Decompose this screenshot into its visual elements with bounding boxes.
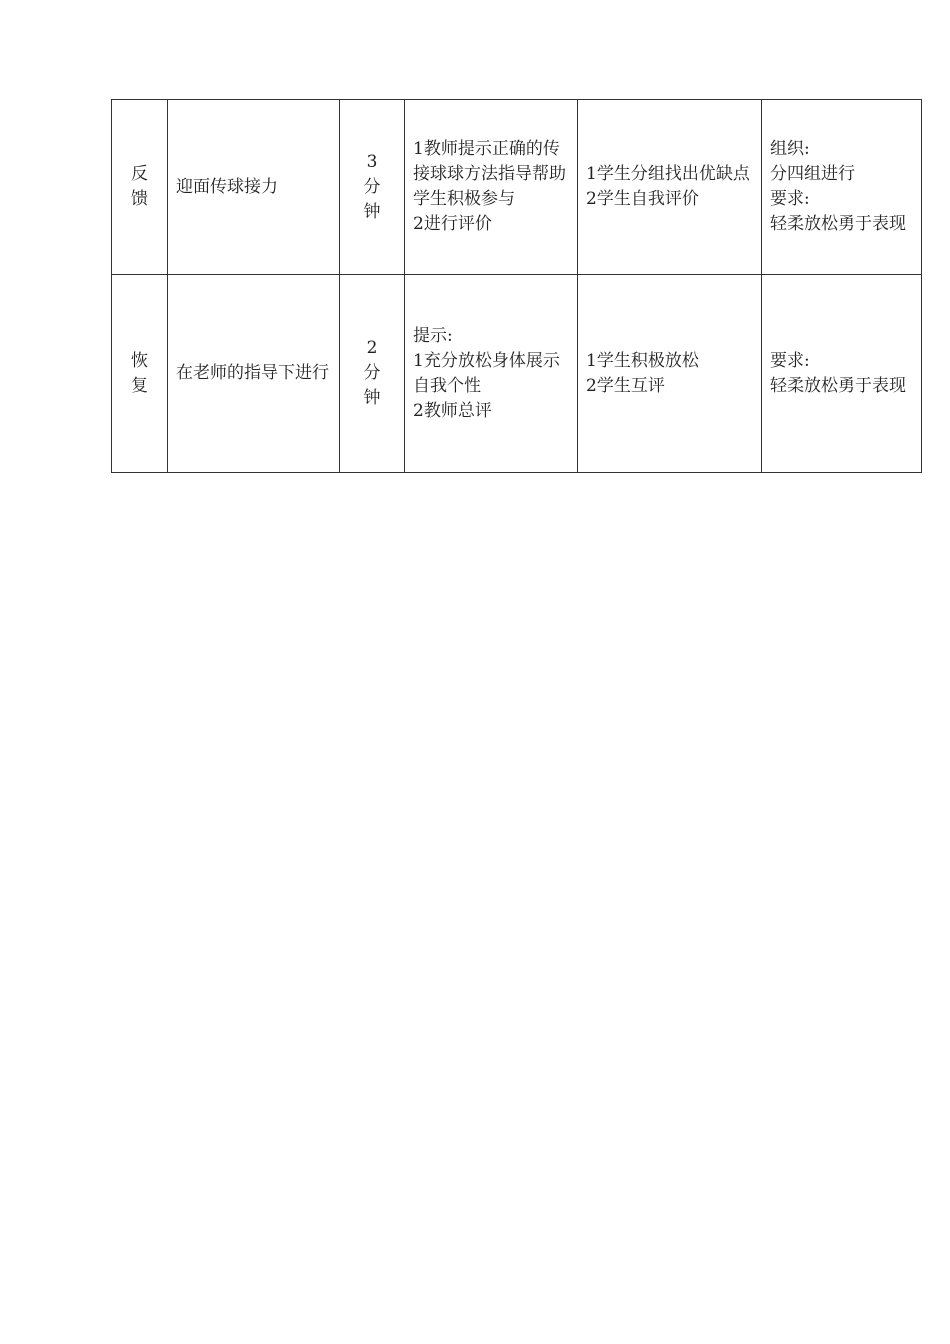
organization-line: 轻柔放松勇于表现 xyxy=(770,375,906,396)
phase-char: 反 xyxy=(131,164,148,184)
student-cell xyxy=(578,100,762,275)
time-value: 2 xyxy=(366,338,378,358)
table-row xyxy=(112,100,922,275)
content-cell xyxy=(168,275,340,473)
student-cell xyxy=(578,275,762,473)
phase-char: 恢 xyxy=(131,350,148,371)
phase-cell xyxy=(112,100,168,275)
time-unit-char: 分 xyxy=(363,363,381,383)
lesson-plan-table xyxy=(111,99,922,473)
organization-line: 分四组进行 xyxy=(770,164,855,184)
phase-char: 复 xyxy=(131,375,148,396)
teacher-line: 2教师总评 xyxy=(413,400,492,421)
organization-line: 组织: xyxy=(770,139,810,159)
teacher-cell xyxy=(405,275,578,473)
student-line: 2学生互评 xyxy=(586,375,665,396)
organization-line: 要求: xyxy=(770,189,810,209)
time-value: 3 xyxy=(366,151,378,172)
content-cell xyxy=(168,100,340,275)
organization-line: 轻柔放松勇于表现 xyxy=(770,214,906,234)
teacher-line: 2进行评价 xyxy=(413,214,492,234)
student-line: 2学生自我评价 xyxy=(586,189,699,209)
organization-cell xyxy=(762,100,922,275)
content-text: 迎面传球接力 xyxy=(176,176,278,197)
time-unit-char: 钟 xyxy=(363,201,381,222)
time-cell xyxy=(340,100,405,275)
phase-cell xyxy=(112,275,168,473)
time-cell xyxy=(340,275,405,473)
time-unit-char: 钟 xyxy=(363,388,381,408)
teacher-line: 提示: xyxy=(413,325,453,346)
student-line: 1学生积极放松 xyxy=(586,350,699,371)
organization-cell xyxy=(762,275,922,473)
table-row xyxy=(112,275,922,473)
phase-char: 馈 xyxy=(131,189,148,209)
time-unit-char: 分 xyxy=(363,176,381,197)
content-text: 在老师的指导下进行 xyxy=(176,363,329,383)
organization-line: 要求: xyxy=(770,350,810,371)
teacher-line: 1教师提示正确的传接球球方法指导帮助学生积极参与 xyxy=(413,139,566,209)
teacher-line: 1充分放松身体展示自我个性 xyxy=(413,350,560,396)
teacher-cell xyxy=(405,100,578,275)
student-line: 1学生分组找出优缺点 xyxy=(586,164,750,184)
